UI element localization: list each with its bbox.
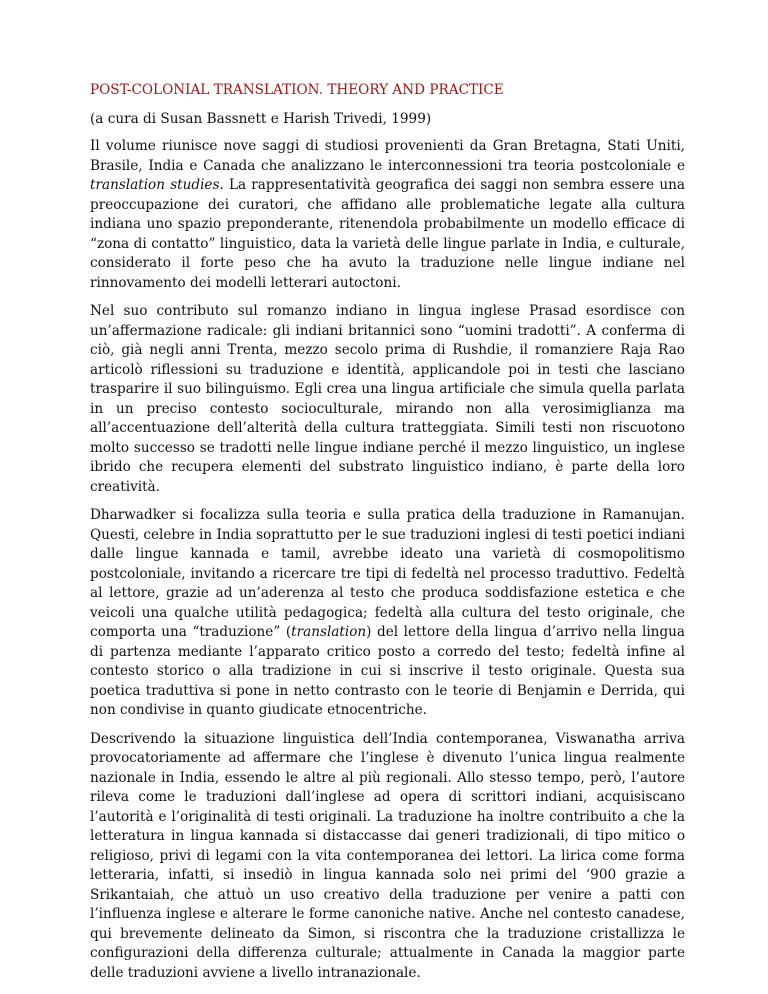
document-page [90,80,685,992]
document-subtitle: (a cura di Susan Bassnett e Harish Trivedi, 1999) [90,111,432,127]
paragraph-4: Descrivendo la situazione linguistica dell’India contemporanea, Viswanatha arriva provocatoriamente ad affermare che l’inglese è divenuto l’unica lingua realmente nazionale in India, essendo le altre al più regionali. Allo stesso tempo, però, l’autore rileva come le traduzioni dall’inglese ad opera di scrittori indiani, acquisiscano l’autorità e l’originalità di testi originali. La traduzione ha inoltre contribuito a che la letteratura in lingua kannada si distaccasse dai generi tradizionali, di tipo mitico o religioso, privi di legami con la vita contemporanea dei lettori. La lirica come forma letteraria, infatti, si insediò in lingua kannada solo nei primi del ‘900 grazie a Srikantaiah, che attuò un uso creativo della traduzione per venire a patti con l’influenza inglese e alterare le forme canoniche native. Anche nel contesto canadese, qui brevemente delineato da Simon, si riscontra che la traduzione cristallizza le configurazioni della differenza culturale; attualmente in Canada la maggior parte delle traduzioni avviene a livello intranazionale. [90,730,685,981]
paragraph-1 [90,137,685,293]
paragraph-3-emphasis: translation [291,624,367,640]
paragraph-3-part-b: ) del lettore della lingua d’arrivo nella lingua di partenza mediante l’apparato critico posto a corredo del testo; fedeltà infine al contesto storico o alla tradizione in cui si inscrive il testo originale. Questa sua poetica traduttiva si pone in netto contrasto con le teorie di Benjamin e Derrida, qui non condivise in quanto giudicate etnocentriche. [90,624,686,718]
paragraph-3 [90,506,685,721]
document-title: POST-COLONIAL TRANSLATION. THEORY AND PRACTICE [90,82,504,98]
paragraph-1-part-b: . La rappresentatività geografica dei saggi non sembra essere una preoccupazione dei curatori, che affidano alle problematiche legate alla cultura indiana uno spazio preponderante, ritenendola probabilmente un modello efficace di “zona di contatto” linguistico, data la varietà delle lingue parlate in India, e culturale, considerato il forte peso che ha avuto la traduzione nelle lingue indiane nel rinnovamento dei modelli letterari autoctoni. [90,177,685,291]
paragraph-1-part-a: Il volume riunisce nove saggi di studiosi provenienti da Gran Bretagna, Stati Uniti, Brasile, India e Canada che analizzano le interconnessioni tra teoria postcoloniale e [90,138,685,174]
paragraph-2: Nel suo contributo sul romanzo indiano in lingua inglese Prasad esordisce con un’affermazione radicale: gli indiani britannici sono “uomini tradotti”. A conferma di ciò, già negli anni Trenta, mezzo secolo prima di Rushdie, il romanziere Raja Rao articolò riflessioni su traduzione e identità, applicandole poi in testi che lasciano trasparire il suo bilinguismo. Egli crea una lingua artificiale che simula quella parlata in un preciso contesto socioculturale, mirando non alla verosimiglianza ma all’accentuazione dell’alterità della cultura tratteggiata. Simili testi non riscuotono molto successo se tradotti nelle lingue indiane perché il mezzo linguistico, un inglese ibrido che recupera elementi del substrato linguistico indiano, è parte della loro creatività. [90,303,685,495]
paragraph-1-emphasis: translation studies [90,177,220,193]
paragraph-3-part-a: Dharwadker si focalizza sulla teoria e sulla pratica della traduzione in Ramanujan. Questi, celebre in India soprattutto per le sue traduzioni inglesi di testi poetici indiani dalle lingue kannada e tamil, avrebbe ideato una varietà di cosmopolitismo postcoloniale, invitando a ricercare tre tipi di fedeltà nel processo traduttivo. Fedeltà al lettore, grazie ad un’aderenza al testo che produca soddisfazione estetica e che veicoli una qualche utilità pedagogica; fedeltà alla cultura del testo originale, che comporta una “traduzione” ( [90,507,685,640]
